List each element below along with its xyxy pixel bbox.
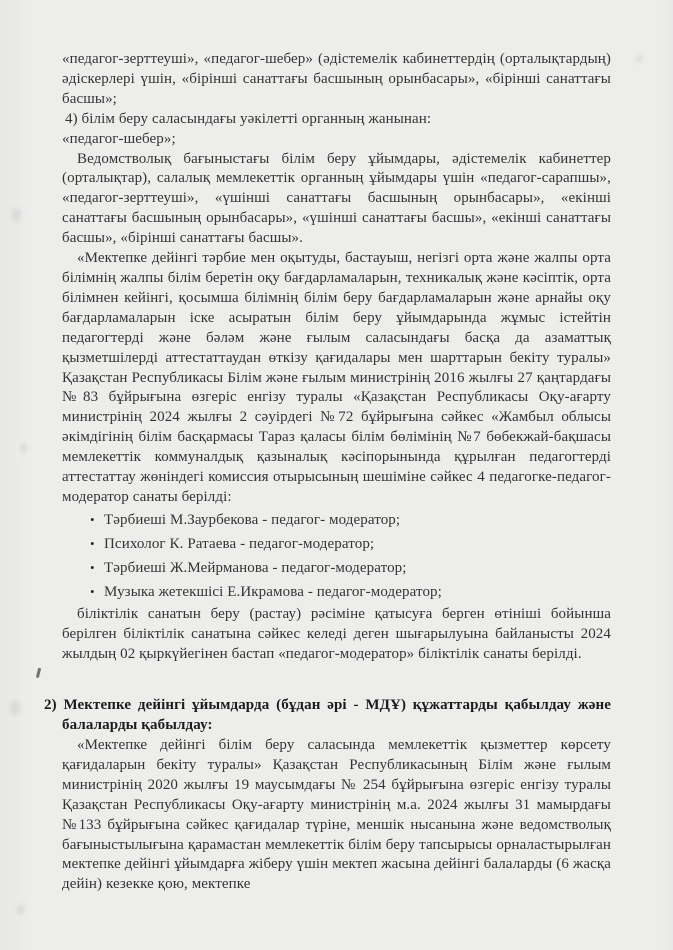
scan-smudge-artifact bbox=[16, 905, 25, 914]
document-text-block bbox=[44, 50, 611, 895]
list-item-text: Психолог К. Ратаева - педагог-модератор; bbox=[104, 536, 375, 553]
list-item-4: 4) білім беру саласындағы уәкілетті органның жанынан: bbox=[65, 110, 432, 127]
bullet-icon: • bbox=[90, 560, 95, 576]
list-item bbox=[90, 509, 611, 533]
bullet-icon: • bbox=[90, 584, 95, 600]
list-item-text: Музыка жетекшісі Е.Икрамова - педагог-модератор; bbox=[104, 584, 442, 601]
paragraph-qualification-category: біліктілік санатын беру (растау) рәсіміне қатысуға берген өтініші бойынша берілген біліктілік санатына сәйкес келеді деген шығарылуына байланысты 2024 жылдың 02 қыркүйегінен бастап «педагог-модератор» біліктілік санаты берілді. bbox=[62, 606, 611, 663]
list-item bbox=[90, 581, 611, 605]
scan-smudge-artifact bbox=[636, 55, 643, 62]
section-heading-2: 2) Мектепке дейінгі ұйымдарда (бұдан әрі - МДҰ) құжаттарды қабылдау және балаларды қабылдау: bbox=[44, 697, 611, 734]
list-item-text: Тәрбиеші Ж.Мейрманова - педагог-модератор; bbox=[104, 560, 407, 577]
scan-smudge-artifact bbox=[10, 700, 20, 716]
list-item-text: Тәрбиеші М.Заурбекова - педагог- модератор; bbox=[104, 512, 401, 529]
ink-speck-artifact bbox=[36, 668, 41, 678]
scan-smudge-artifact bbox=[12, 208, 21, 222]
paragraph-pedagog-sheber: «педагог-шебер»; bbox=[62, 130, 176, 147]
paragraph-indented-clause: «педагог-зерттеуші», «педагог-шебер» (әдістемелік кабинеттердің (орталықтардың) әдіскерлері үшін, «бірінші санаттағы басшының орынбасары», «бірінші санаттағы басшы»; bbox=[62, 51, 611, 107]
paragraph-attestation-order: «Мектепке дейінгі тәрбие мен оқытуды, бастауыш, негізгі орта және жалпы орта білімнің жалпы білім беретін оқу бағдарламаларын, техникалық және кәсіптік, орта білімнен кейінгі, қосымша білімнің білім беру бағдарламаларын және арнайы оқу бағдарламаларын іске асыратын білім беру ұйымдарында жұмыс істейтін педагогтерді және бәләм және ғылым саласындағы басқа да азаматтық қызметшілерді аттестаттаудан өткізу қағидалары мен шарттарын бекіту туралы» Қазақстан Республикасы Білім және ғылым министрінің 2016 жылғы 27 қаңтардағы №83 бұйрығына өзгеріс енгізу туралы «Қазақстан Республикасы Оқу-ағарту министрінің 2024 жылғы 2 сәуірдегі №72 бұйрығына сәйкес «Жамбыл облысы әкімдігінің білім басқармасы Тараз қаласы білім бөлімінің №7 бөбекжай-бақшасы мемлекеттік коммуналдық қазыналық кәсіпорынында құрылған педагогтерді аттестаттау жөніндегі комиссия отырысының шешіміне сәйкес 4 педагогке-педагог-модератор санаты берілді: bbox=[62, 250, 611, 505]
bullet-icon: • bbox=[90, 536, 95, 552]
bullet-icon: • bbox=[90, 512, 95, 528]
scan-smudge-artifact bbox=[20, 443, 27, 453]
paragraph-preschool-services: «Мектепке дейінгі білім беру саласында мемлекеттік қызметтер көрсету қағидаларын бекіту туралы» Қазақстан Республикасының Білім және ғылым министрінің 2020 жылғы 19 маусымдағы № 254 бұйрығына өзгеріс енгізу туралы Қазақстан Республикасы Оқу-ағарту министрінің м.а. 2024 жылғы 31 мамырдағы №133 бұйрығына сәйкес қағидалар түріне, меншік нысанына және ведомстволық бағыныстылығына қарамастан мемлекеттік білім беру тапсырысы орналастырылған мектепке дейінгі ұйымдарға жіберу үшін мектеп жасына дейінгі балаларды (6 жасқа дейін) кезекке қою, мектепке bbox=[62, 737, 611, 893]
list-item bbox=[90, 533, 611, 557]
paragraph-vedomstvo: Ведомстволық бағыныстағы білім беру ұйымдары, әдістемелік кабинеттер (орталықтар), салалық мемлекеттік органның ұйымдары үшін «педагог-сарапшы», «педагог-зерттеуші», «үшінші санаттағы басшының орынбасары», «екінші санаттағы басшының орынбасары», «үшінші санаттағы басшы», «екінші санаттағы басшы», «бірінші санаттағы басшы». bbox=[62, 150, 611, 247]
list-item bbox=[90, 557, 611, 581]
certified-teachers-list bbox=[90, 508, 611, 606]
